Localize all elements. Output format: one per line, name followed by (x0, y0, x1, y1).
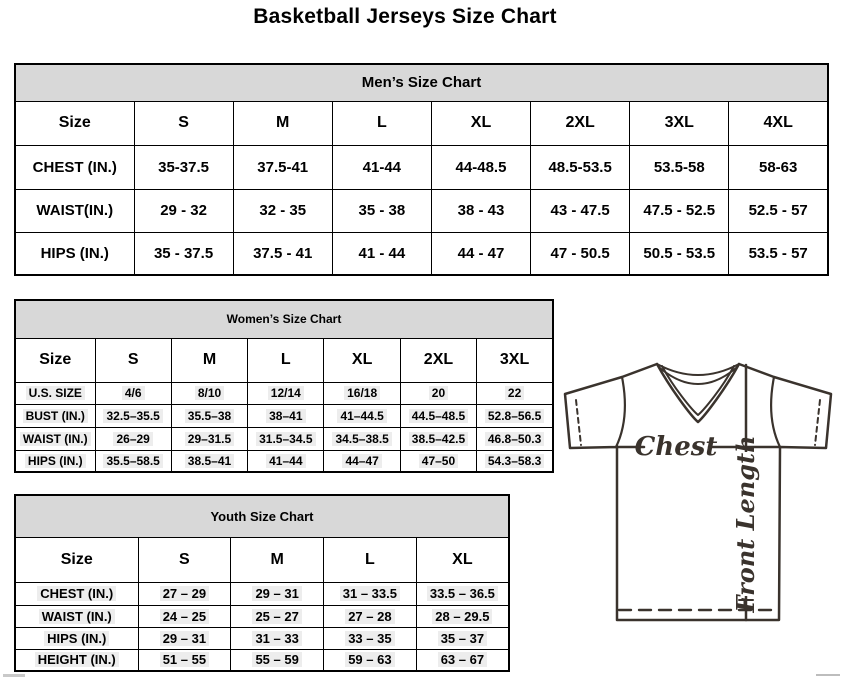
cell: 28 – 29.5 (416, 605, 509, 627)
cell: 8/10 (171, 382, 247, 404)
cell: 32.5–35.5 (95, 404, 171, 427)
youth-col-header: M (231, 537, 324, 582)
cell: 58-63 (729, 145, 828, 189)
mens-col-header: XL (431, 101, 530, 145)
womens-col-header: 3XL (477, 338, 553, 382)
cell: 53.5 - 57 (729, 232, 828, 275)
womens-chart-title: Women’s Size Chart (15, 300, 553, 338)
cell: 38.5–41 (171, 450, 247, 472)
cell: 48.5-53.5 (531, 145, 630, 189)
cell: 59 – 63 (324, 649, 417, 671)
cell: 44.5–48.5 (400, 404, 476, 427)
table-row (15, 605, 509, 627)
mens-row-label: CHEST (IN.) (15, 145, 134, 189)
youth-col-header: Size (15, 537, 138, 582)
mens-col-header: S (134, 101, 233, 145)
table-row (15, 427, 553, 450)
cell: 38–41 (248, 404, 324, 427)
cell: 51 – 55 (138, 649, 231, 671)
table-row (15, 404, 553, 427)
jersey-armhole-left (616, 377, 625, 447)
mens-col-header: 4XL (729, 101, 828, 145)
cell: 35-37.5 (134, 145, 233, 189)
table-row (15, 145, 828, 189)
cell: 35.5–38 (171, 404, 247, 427)
cell: 12/14 (248, 382, 324, 404)
cell: 26–29 (95, 427, 171, 450)
cell: 54.3–58.3 (477, 450, 553, 472)
cell: 4/6 (95, 382, 171, 404)
cell: 52.8–56.5 (477, 404, 553, 427)
youth-row-label: CHEST (IN.) (15, 582, 138, 605)
table-row (15, 582, 509, 605)
cell: 29 – 31 (138, 627, 231, 649)
cell: 44 - 47 (431, 232, 530, 275)
mens-col-header: 2XL (531, 101, 630, 145)
cell: 47.5 - 52.5 (630, 189, 729, 232)
cell: 35.5–58.5 (95, 450, 171, 472)
cell: 53.5-58 (630, 145, 729, 189)
cell: 16/18 (324, 382, 400, 404)
cropped-fragment-left (3, 674, 25, 677)
cell: 31 – 33 (231, 627, 324, 649)
cell: 29 - 32 (134, 189, 233, 232)
jersey-cuff-dashed-right (815, 400, 820, 445)
jersey-cuff-dashed-left (576, 400, 581, 445)
cell: 35 - 38 (332, 189, 431, 232)
cell: 52.5 - 57 (729, 189, 828, 232)
womens-row-label: U.S. SIZE (15, 382, 95, 404)
cell: 24 – 25 (138, 605, 231, 627)
table-row (15, 649, 509, 671)
cell: 41–44.5 (324, 404, 400, 427)
mens-col-header: L (332, 101, 431, 145)
mens-col-header: Size (15, 101, 134, 145)
cell: 50.5 - 53.5 (630, 232, 729, 275)
cell: 44–47 (324, 450, 400, 472)
cell: 35 – 37 (416, 627, 509, 649)
jersey-outline (565, 364, 831, 620)
cell: 38.5–42.5 (400, 427, 476, 450)
cell: 32 - 35 (233, 189, 332, 232)
cell: 44-48.5 (431, 145, 530, 189)
cell: 37.5-41 (233, 145, 332, 189)
jersey-measurement-diagram-icon (556, 356, 843, 668)
table-row (15, 450, 553, 472)
cell: 31 – 33.5 (324, 582, 417, 605)
womens-col-header: L (248, 338, 324, 382)
cell: 41-44 (332, 145, 431, 189)
youth-size-chart-table (14, 494, 510, 672)
cell: 27 – 29 (138, 582, 231, 605)
cell: 25 – 27 (231, 605, 324, 627)
jersey-collar-outer (657, 364, 739, 422)
cell: 22 (477, 382, 553, 404)
chest-label: Chest (634, 432, 718, 462)
page-title: Basketball Jerseys Size Chart (253, 5, 557, 28)
cell: 29 – 31 (231, 582, 324, 605)
front-length-label: Front Length (731, 435, 760, 613)
cell: 33.5 – 36.5 (416, 582, 509, 605)
table-row (15, 189, 828, 232)
youth-chart-title: Youth Size Chart (15, 495, 509, 537)
cell: 38 - 43 (431, 189, 530, 232)
mens-chart-title: Men’s Size Chart (15, 64, 828, 101)
cell: 55 – 59 (231, 649, 324, 671)
youth-row-label: HEIGHT (IN.) (15, 649, 138, 671)
youth-row-label: WAIST (IN.) (15, 605, 138, 627)
cell: 33 – 35 (324, 627, 417, 649)
cell: 47 - 50.5 (531, 232, 630, 275)
cropped-fragment-right (816, 674, 840, 676)
cell: 41–44 (248, 450, 324, 472)
youth-col-header: S (138, 537, 231, 582)
table-row (15, 382, 553, 404)
jersey-collar-rib-1 (657, 364, 739, 375)
youth-col-header: XL (416, 537, 509, 582)
womens-col-header: M (171, 338, 247, 382)
womens-col-header: XL (324, 338, 400, 382)
womens-col-header: Size (15, 338, 95, 382)
cell: 63 – 67 (416, 649, 509, 671)
cell: 47–50 (400, 450, 476, 472)
jersey-armhole-right (771, 377, 780, 447)
mens-size-chart-table (14, 63, 829, 276)
cell: 46.8–50.3 (477, 427, 553, 450)
youth-col-header: L (324, 537, 417, 582)
womens-row-label: HIPS (IN.) (15, 450, 95, 472)
womens-col-header: 2XL (400, 338, 476, 382)
mens-col-header: M (233, 101, 332, 145)
womens-row-label: BUST (IN.) (15, 404, 95, 427)
cell: 41 - 44 (332, 232, 431, 275)
cell: 43 - 47.5 (531, 189, 630, 232)
mens-row-label: WAIST(IN.) (15, 189, 134, 232)
cell: 20 (400, 382, 476, 404)
cell: 37.5 - 41 (233, 232, 332, 275)
cell: 34.5–38.5 (324, 427, 400, 450)
mens-col-header: 3XL (630, 101, 729, 145)
womens-size-chart-table (14, 299, 554, 473)
mens-row-label: HIPS (IN.) (15, 232, 134, 275)
womens-row-label: WAIST (IN.) (15, 427, 95, 450)
cell: 27 – 28 (324, 605, 417, 627)
womens-col-header: S (95, 338, 171, 382)
table-row (15, 232, 828, 275)
table-row (15, 627, 509, 649)
cell: 31.5–34.5 (248, 427, 324, 450)
cell: 29–31.5 (171, 427, 247, 450)
cell: 35 - 37.5 (134, 232, 233, 275)
youth-row-label: HIPS (IN.) (15, 627, 138, 649)
